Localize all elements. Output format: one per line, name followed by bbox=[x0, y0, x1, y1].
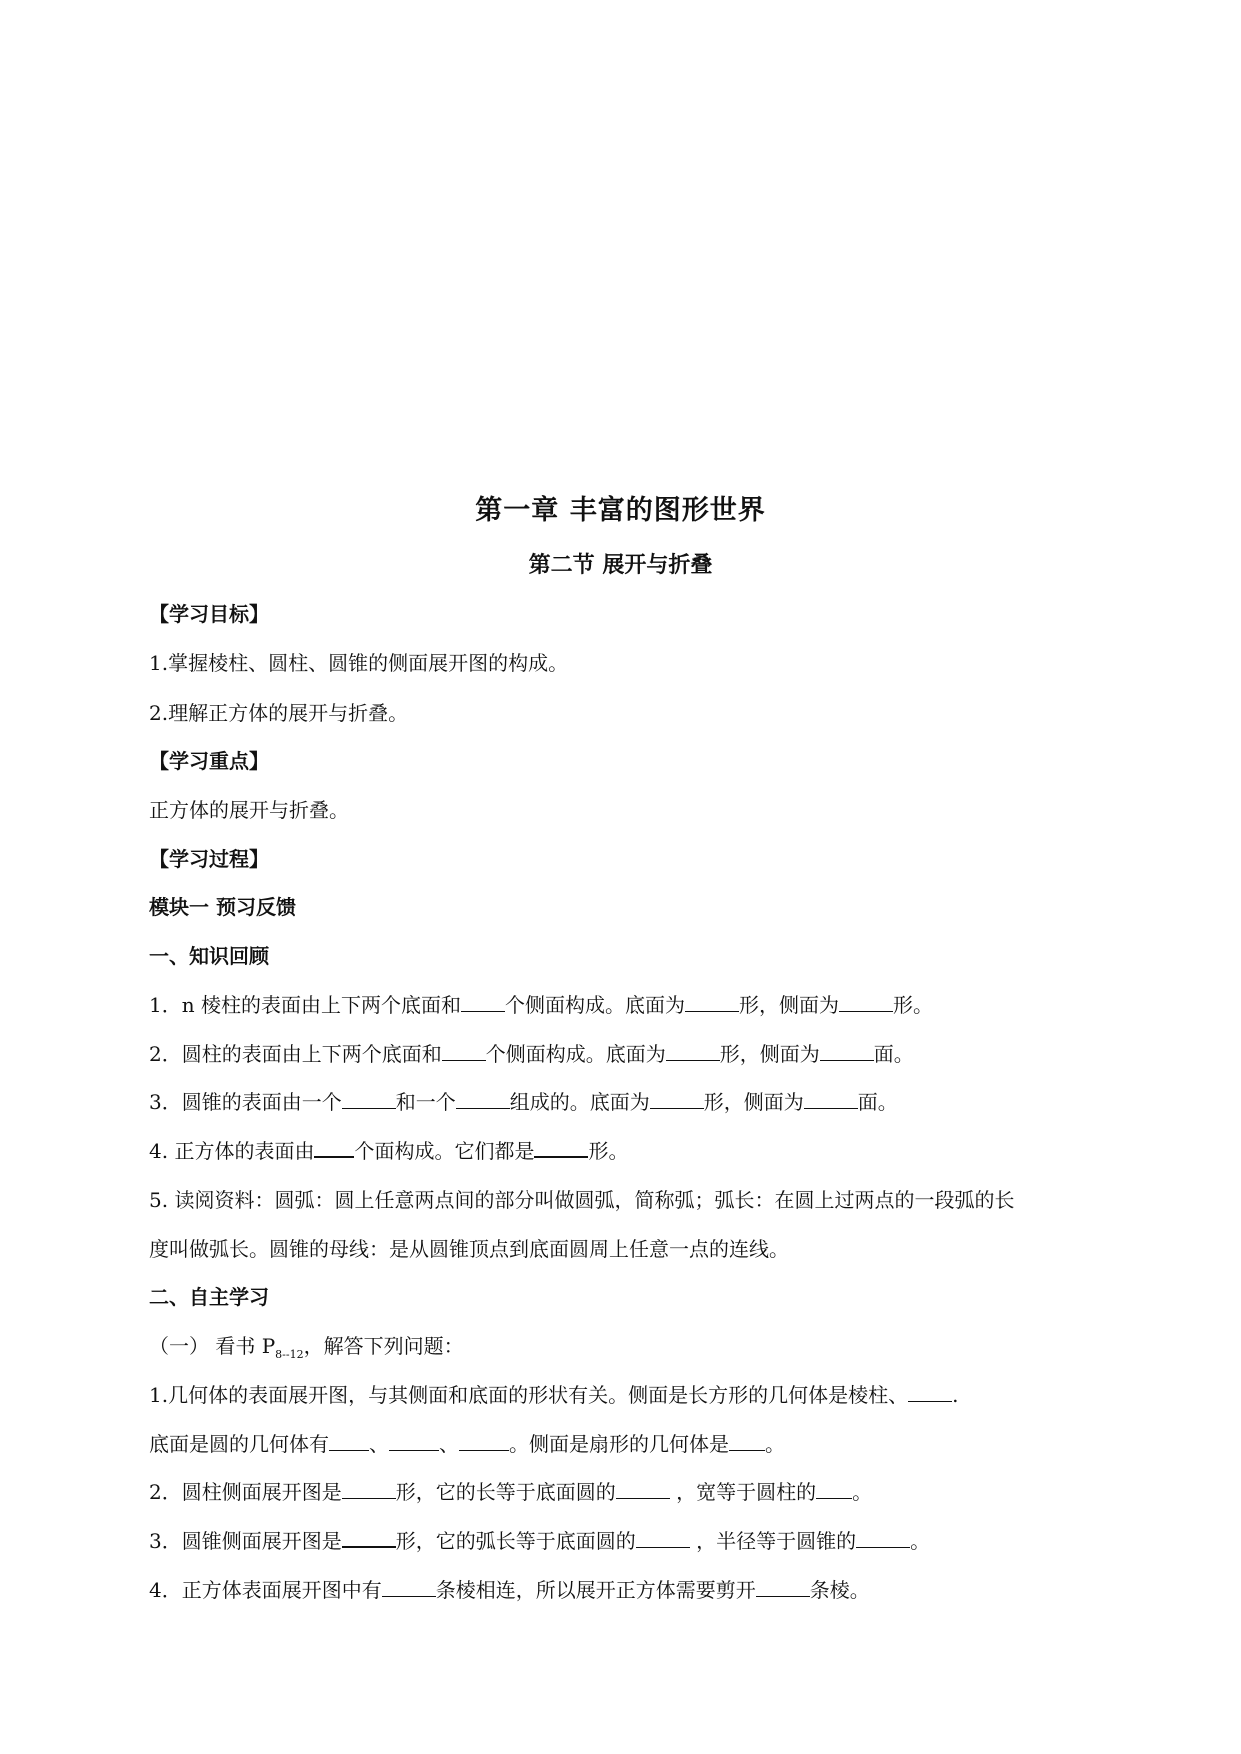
fill-blank[interactable] bbox=[329, 1432, 369, 1451]
fill-blank[interactable] bbox=[650, 1090, 704, 1109]
reading-instruction: （一） 看书 $P_{8--12}$，解答下列问题： bbox=[149, 1334, 464, 1361]
fill-blank[interactable] bbox=[729, 1432, 765, 1451]
question-4: 4．正方体表面展开图中有 条棱相连，所以展开正方体需要剪开 条棱。 bbox=[149, 1578, 870, 1602]
objectives-heading: 【学习目标】 bbox=[149, 602, 269, 626]
fill-blank[interactable] bbox=[636, 1529, 690, 1548]
chapter-title: 第一章 丰富的图形世界 bbox=[475, 495, 766, 526]
part-1-heading: 一、知识回顾 bbox=[149, 944, 269, 968]
fill-blank[interactable] bbox=[856, 1529, 910, 1548]
key-points-text: 正方体的展开与折叠。 bbox=[149, 798, 349, 822]
fill-blank[interactable] bbox=[756, 1578, 810, 1597]
section-title: 第二节 展开与折叠 bbox=[528, 553, 713, 578]
review-item-5-line-2: 度叫做弧长。圆锥的母线：是从圆锥顶点到底面圆周上任意一点的连线。 bbox=[149, 1237, 789, 1261]
key-points-heading: 【学习重点】 bbox=[149, 749, 269, 773]
fill-blank[interactable] bbox=[456, 1090, 510, 1109]
fill-blank[interactable] bbox=[685, 993, 739, 1012]
question-1-line-1: 1.几何体的表面展开图，与其侧面和底面的形状有关。侧面是长方形的几何体是棱柱、 . bbox=[149, 1383, 959, 1407]
fill-blank[interactable] bbox=[804, 1090, 858, 1109]
fill-blank[interactable] bbox=[342, 1480, 396, 1499]
question-1-line-2: 底面是圆的几何体有 、 、 。侧面是扇形的几何体是 。 bbox=[149, 1432, 785, 1456]
fill-blank[interactable] bbox=[442, 1042, 486, 1061]
fill-blank[interactable] bbox=[534, 1138, 588, 1158]
question-3: 3．圆锥侧面展开图是 形，它的弧长等于底面圆的 ，半径等于圆锥的 。 bbox=[149, 1529, 931, 1553]
fill-blank[interactable] bbox=[389, 1432, 439, 1451]
objective-2: 2.理解正方体的展开与折叠。 bbox=[149, 701, 409, 725]
review-item-4: 4. 正方体的表面由 个面构成。它们都是 形。 bbox=[149, 1139, 629, 1163]
fill-blank[interactable] bbox=[314, 1138, 354, 1158]
question-2: 2．圆柱侧面展开图是 形，它的长等于底面圆的 ，宽等于圆柱的 。 bbox=[149, 1480, 873, 1504]
fill-blank[interactable] bbox=[459, 1432, 509, 1451]
fill-blank[interactable] bbox=[666, 1042, 720, 1061]
fill-blank[interactable] bbox=[839, 993, 893, 1012]
fill-blank[interactable] bbox=[820, 1042, 874, 1061]
review-item-5-line-1: 5. 读阅资料：圆弧：圆上任意两点间的部分叫做圆弧，简称弧；弧长：在圆上过两点的一段弧的长 bbox=[149, 1188, 1015, 1212]
fill-blank[interactable] bbox=[342, 1090, 396, 1109]
fill-blank[interactable] bbox=[908, 1383, 952, 1402]
fill-blank[interactable] bbox=[616, 1480, 670, 1499]
fill-blank[interactable] bbox=[382, 1578, 436, 1597]
module-1-heading: 模块一 预习反馈 bbox=[149, 895, 296, 919]
objective-1: 1.掌握棱柱、圆柱、圆锥的侧面展开图的构成。 bbox=[149, 651, 569, 675]
fill-blank[interactable] bbox=[342, 1528, 396, 1548]
part-2-heading: 二、自主学习 bbox=[149, 1285, 269, 1309]
review-item-3: 3．圆锥的表面由一个 和一个 组成的。底面为 形，侧面为 面。 bbox=[149, 1090, 898, 1114]
process-heading: 【学习过程】 bbox=[149, 847, 269, 871]
fill-blank[interactable] bbox=[461, 993, 505, 1012]
review-item-1: 1．n 棱柱的表面由上下两个底面和 个侧面构成。底面为 形，侧面为 形。 bbox=[149, 993, 933, 1017]
fill-blank[interactable] bbox=[816, 1480, 852, 1499]
review-item-2: 2．圆柱的表面由上下两个底面和 个侧面构成。底面为 形，侧面为 面。 bbox=[149, 1042, 914, 1066]
